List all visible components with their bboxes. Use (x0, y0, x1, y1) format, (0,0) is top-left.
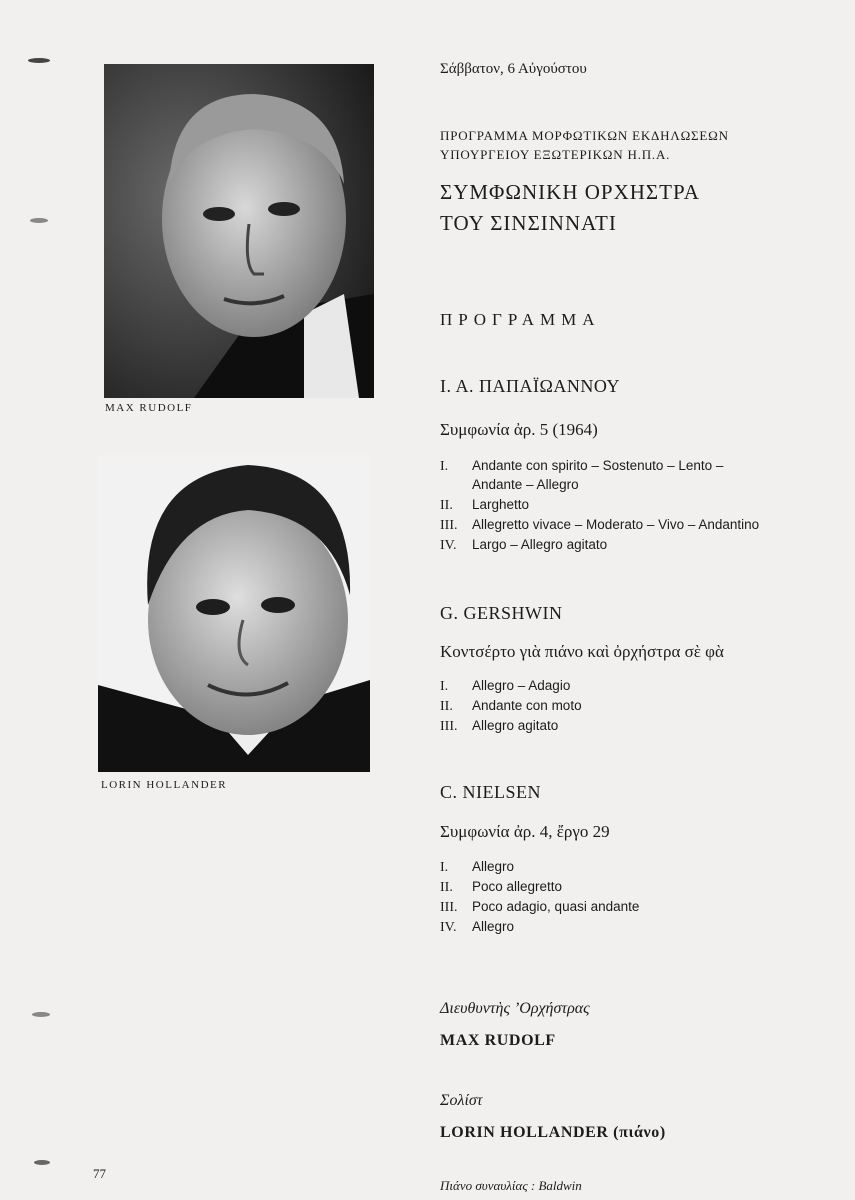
movement: III. Allegretto vivace – Moderato – Vivo – Andantino (440, 517, 760, 533)
movement: I. Andante con spirito – Sostenuto – Lento – (440, 458, 724, 474)
soloist-label: Σολίστ (440, 1092, 483, 1109)
composer-2: G. GERSHWIN (440, 603, 563, 623)
movement: IV. Largo – Allegro agitato (440, 537, 608, 553)
program-heading: ΠΡΟΓΡΑΜΜΑ (440, 310, 601, 329)
movement: III. Poco adagio, quasi andante (440, 899, 640, 915)
orchestra-title-1: ΣΥΜΦΩΝΙΚΗ ΟΡΧΗΣΤΡΑ (440, 180, 700, 204)
work-1: Συμφωνία ἀρ. 5 (1964) (440, 420, 598, 439)
caption-max-rudolf: MAX RUDOLF (105, 402, 193, 414)
caption-lorin-hollander: LORIN HOLLANDER (101, 779, 228, 791)
movement: I. Allegro (440, 859, 515, 875)
work-3: Συμφωνία ἀρ. 4, ἔργο 29 (440, 822, 610, 841)
binding-mark (28, 58, 50, 63)
header-line-2: ΥΠΟΥΡΓΕΙΟΥ ΕΞΩΤΕΡΙΚΩΝ Η.Π.Α. (440, 147, 671, 162)
orchestra-title-2: ΤΟΥ ΣΙΝΣΙΝΝΑΤΙ (440, 211, 617, 235)
movement: Andante – Allegro (472, 477, 579, 492)
portrait-photo-top (104, 64, 374, 398)
movement: II. Larghetto (440, 497, 530, 513)
portrait-photo-bottom (98, 455, 370, 772)
movement: II. Poco allegretto (440, 879, 563, 895)
composer-3: C. NIELSEN (440, 782, 541, 802)
conductor-label: Διευθυντὴς ’Ορχήστρας (440, 1000, 590, 1017)
header-line-1: ΠΡΟΓΡΑΜΜΑ ΜΟΡΦΩΤΙΚΩΝ ΕΚΔΗΛΩΣΕΩΝ (440, 128, 729, 143)
movement: I. Allegro – Adagio (440, 678, 571, 694)
binding-mark (34, 1160, 50, 1165)
work-2: Κοντσέρτο γιὰ πιάνο καὶ ὀρχήστρα σὲ φὰ (440, 642, 724, 661)
conductor-name: MAX RUDOLF (440, 1032, 556, 1049)
movement: III. Allegro agitato (440, 718, 559, 734)
binding-mark (32, 1012, 50, 1017)
concert-date: Σάββατον, 6 Αὐγούστου (440, 61, 587, 77)
footer-note: Πιάνο συναυλίας : Baldwin (440, 1178, 582, 1193)
soloist-name: LORIN HOLLANDER (πιάνο) (440, 1124, 666, 1141)
movement: II. Andante con moto (440, 698, 582, 714)
binding-mark (30, 218, 48, 223)
page-number: 77 (93, 1166, 106, 1181)
movement: IV. Allegro (440, 919, 515, 935)
composer-1: Ι. Α. ΠΑΠΑΪΩΑΝΝΟΥ (440, 376, 620, 396)
